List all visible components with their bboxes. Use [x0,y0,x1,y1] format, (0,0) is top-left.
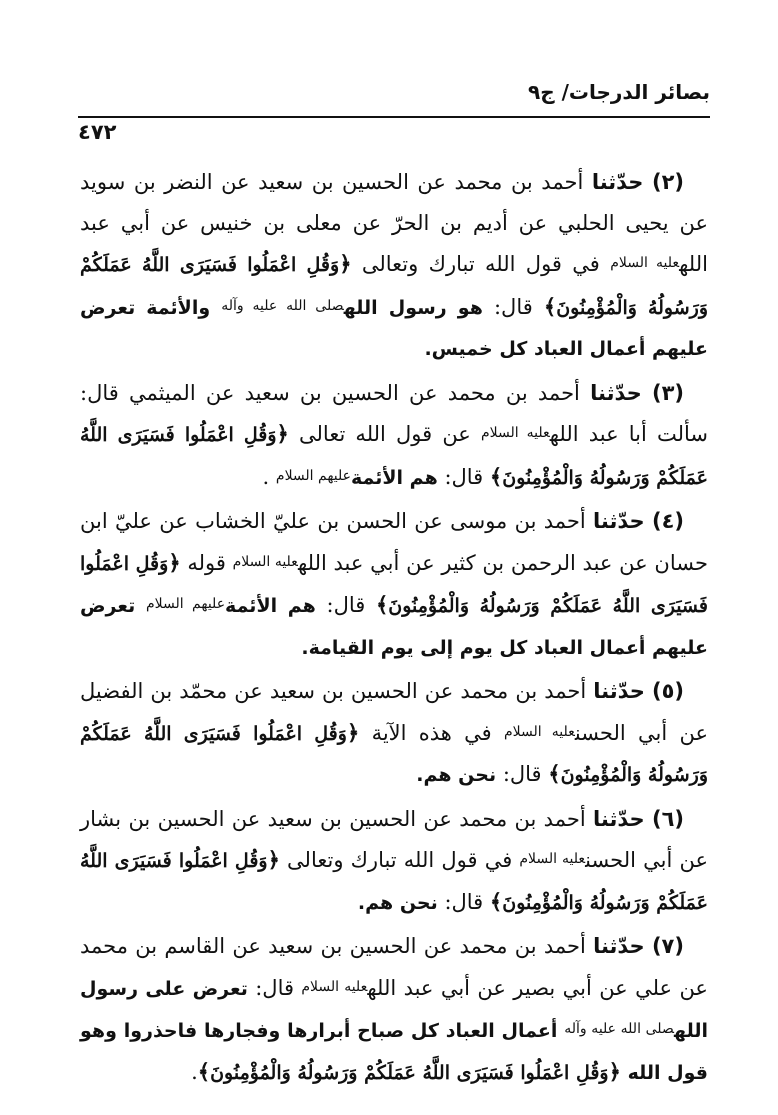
hadith-answer-continued: والأئمة تعرض عليهم أعمال العباد كل خميس. [80,296,708,360]
said-label: قال: [326,593,366,617]
hadith-2 [80,162,708,370]
quran-brace-open: ﴿ [608,1058,621,1084]
quran-brace-close: ﴾ [489,463,503,489]
hadith-chain: أحمد بن محمد عن الحسين بن سعيد عن القاسم بن محمد عن علي عن أبي بصير عن أبي عبد الله [80,934,708,1000]
hadith-answer: هو رسول الله [343,296,483,319]
hadith-intro: حدّثنا [593,934,645,958]
quran-brace-open: ﴿ [276,421,289,446]
hadith-number: (٤) [651,509,684,533]
page-number: ٤٧٢ [78,120,117,144]
hadith-intro: حدّثنا [590,380,642,405]
quran-brace-close: ﴾ [548,761,561,786]
hadith-lead: في هذه الآية [371,720,492,745]
hadith-chain: أحمد بن محمد عن الحسين بن سعيد عن محمّد بن الفضيل عن أبي الحسن [80,679,708,745]
hadith-number: (٦) [651,806,684,831]
honorific-mark-prophet: صلى الله عليه وآله [564,1021,675,1037]
quran-quote: وَقُلِ اعْمَلُوا فَسَيَرَى اللَّهُ عَمَلَكُمْ وَرَسُولُهُ وَالْمُؤْمِنُونَ [80,552,708,617]
hadith-lead: في قول الله تبارك وتعالى [361,252,600,276]
hadith-6 [80,799,708,924]
hadith-answer: نحن هم. [416,764,497,786]
quran-brace-close: ﴾ [197,1058,211,1084]
said-label: قال: [255,975,295,1000]
honorific-mark: عليه السلام [232,553,298,570]
said-label: قال: [493,294,533,319]
hadith-chain: أحمد بن موسى عن الحسن بن عليّ الخشاب عن عليّ ابن حسان عن عبد الرحمن بن كثير عن أبي عبد الله [80,509,708,575]
quran-brace-close: ﴾ [543,293,557,319]
hadith-answer: تعرض على رسول الله [80,977,708,1042]
hadith-number: (٧) [651,934,684,958]
quran-quote: وَقُلِ اعْمَلُوا فَسَيَرَى اللَّهُ عَمَلَكُمْ وَرَسُولُهُ وَالْمُؤْمِنُونَ [80,850,708,914]
quran-quote: وَقُلِ اعْمَلُوا فَسَيَرَى اللَّهُ عَمَلَكُمْ وَرَسُولُهُ وَالْمُؤْمِنُونَ [80,722,708,786]
running-title: بصائر الدرجات/ ج٩ [528,80,710,104]
honorific-mark: عليه السلام [519,851,586,867]
hadith-intro: حدّثنا [593,806,645,831]
page-header [78,78,710,144]
hadith-lead: عن قول الله تعالى [299,422,471,446]
hadith-intro: حدّثنا [591,170,644,194]
hadith-answer: نحن هم. [357,891,438,914]
honorific-mark-plural: عليهم السلام [275,467,352,484]
said-label: قال: [502,762,542,786]
hadith-intro: حدّثنا [593,509,645,533]
quran-brace-open: ﴿ [267,847,280,872]
quran-quote: وَقُلِ اعْمَلُوا فَسَيَرَى اللَّهُ عَمَلَكُمْ وَرَسُولُهُ وَالْمُؤْمِنُونَ [80,424,708,489]
hadith-number: (٥) [651,679,684,703]
honorific-mark: عليه السلام [610,255,680,271]
hadith-answer: هم الأئمة [351,466,438,489]
header-rule [78,116,710,118]
honorific-mark: عليه السلام [481,425,550,441]
said-label: قال: [444,889,484,914]
hadith-chain: أحمد بن محمد عن الحسين بن سعيد عن الحسين بن بشار عن أبي الحسن [80,806,708,872]
quran-brace-open: ﴿ [346,719,360,745]
hadith-intro: حدّثنا [593,679,645,703]
hadith-answer-continued: تعرض عليهم أعمال العباد كل يوم إلى يوم القيامة. [80,595,708,659]
hadith-number: (٢) [651,170,684,194]
hadith-number: (٣) [651,380,684,405]
quran-quote: وَقُلِ اعْمَلُوا فَسَيَرَى اللَّهُ عَمَلَكُمْ وَرَسُولُهُ وَالْمُؤْمِنُونَ [80,254,709,319]
hadith-lead: في قول الله تبارك وتعالى [287,848,513,872]
honorific-mark-prophet: صلى الله عليه وآله [221,297,344,314]
quran-quote: وَقُلِ اعْمَلُوا فَسَيَرَى اللَّهُ عَمَلَكُمْ وَرَسُولُهُ وَالْمُؤْمِنُونَ [210,1061,609,1084]
hadith-tail: . [262,464,270,489]
quran-brace-open: ﴿ [339,251,352,276]
hadith-3 [80,373,708,499]
quran-brace-close: ﴾ [375,592,389,617]
quran-brace-open: ﴿ [168,549,181,575]
honorific-mark: عليه السلام [504,723,575,740]
honorific-mark-plural: عليهم السلام [145,596,226,612]
hadith-answer: هم الأئمة [225,595,316,617]
page-body [80,162,708,1096]
honorific-mark: عليه السلام [301,978,368,995]
hadith-chain: أحمد بن محمد عن الحسين بن سعيد عن الميثمي قال: سألت أبا عبد الله [80,380,708,446]
hadith-5 [80,671,708,796]
hadith-lead: قوله [187,550,226,575]
hadith-7 [80,926,708,1093]
hadith-chain: أحمد بن محمد عن الحسين بن سعيد عن النضر بن سويد عن يحيى الحلبي عن أديم بن الحرّ عن معلى بن خنيس عن أبي عبد الله [80,170,708,276]
quran-brace-close: ﴾ [489,888,503,914]
hadith-4 [80,501,708,668]
said-label: قال: [444,464,484,489]
hadith-tail: . [191,1059,198,1084]
hadith-answer-continued: أعمال العباد كل صباح أبرارها وفجارها فاحذروا وهو قول الله [80,1020,708,1084]
